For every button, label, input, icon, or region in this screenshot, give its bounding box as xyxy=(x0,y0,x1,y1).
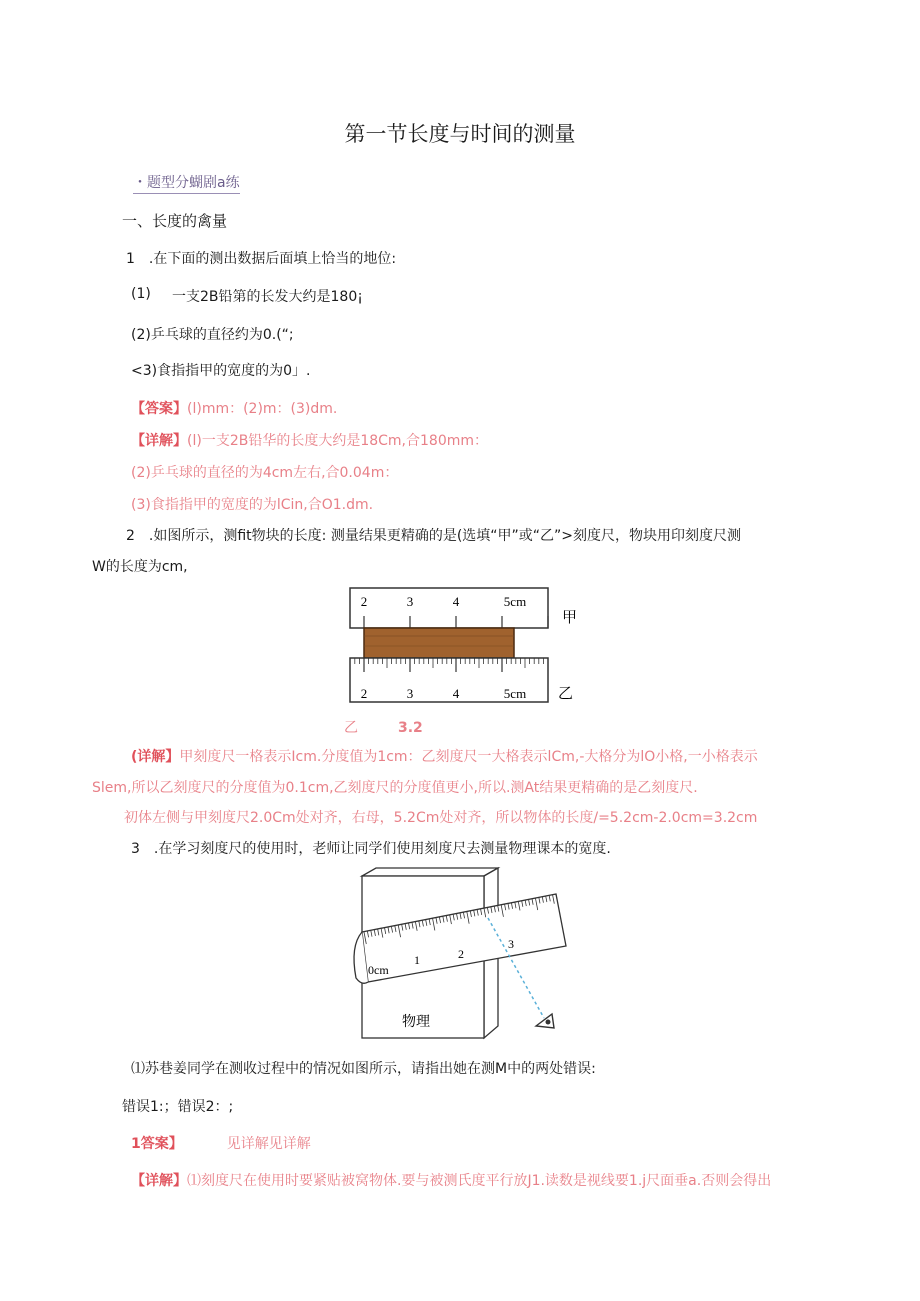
bottom-tick-label: 3 xyxy=(406,686,414,701)
q1-stem: 1 .在下面的测出数据后面填上恰当的地位: xyxy=(126,251,397,267)
q2-detail-2: Slem,所以乙刻度尺的分度值为0.1cm,乙刻度尺的分度值更小,所以.测At结果更精确的是乙刻度尺. xyxy=(92,780,698,796)
bottom-tick-label: 4 xyxy=(452,686,460,701)
q3-detail-tag: 【详解】 xyxy=(131,1173,187,1189)
q1-part1-text: 一支2B铅第的长发大约是180¡ xyxy=(172,289,363,305)
q1-detail-3: (3)食指指甲的宽度的为lCin,合O1.dm. xyxy=(131,497,374,513)
q3-sub1: ⑴苏巷姜同学在测收过程中的情况如图所示，请指出她在测M中的两处错误: xyxy=(131,1061,596,1077)
q1-detail-1: (l)一支2B铅华的长度大约是18Cm,合180mm： xyxy=(187,433,488,449)
ruler-label: 2 xyxy=(458,947,464,961)
q3-sub2: 错误1:；错误2：; xyxy=(122,1099,234,1115)
q2-detail-1: 甲刻度尺一格表示Icm.分度值为1cm：乙刻度尺一大格表示lCm,-大格分为lO小格,一小格表示 xyxy=(179,749,758,765)
section-link[interactable]: ・题型分蝴剧a练 xyxy=(133,172,240,194)
q3-answer-text: 见详解见详解 xyxy=(226,1136,311,1152)
ruler-label: 3 xyxy=(508,937,514,951)
top-ruler-name: 甲 xyxy=(562,608,578,626)
q1-part2: (2)乒乓球的直径约为0.(“; xyxy=(131,327,294,343)
q1-detail-2: (2)乒乓球的直径的为4cm左右,合0.04m： xyxy=(131,465,399,481)
q2-detail-tag: (详解】 xyxy=(131,749,180,765)
q3-stem: 3 .在学习刻度尺的使用时，老师让同学们使用刻度尺去测量物理课本的宽度. xyxy=(131,841,611,857)
q1-part1-number: (1) xyxy=(131,286,151,302)
top-tick-label: 5cm xyxy=(503,594,527,609)
top-tick-label: 2 xyxy=(360,594,368,609)
q1-part3: <3)食指指甲的宽度的为0」. xyxy=(131,363,311,379)
q1-answer-text: (l)mm：(2)m：(3)dm. xyxy=(187,401,338,417)
q3-answer-tag: 1答案】 xyxy=(131,1136,183,1152)
ruler-label: 0cm xyxy=(368,963,389,977)
section-heading: 一、长度的禽量 xyxy=(122,212,228,230)
q2-answer-length: 3.2 xyxy=(398,720,423,736)
page-title: 第一节长度与时间的测量 xyxy=(344,122,576,146)
book-label: 物理 xyxy=(402,1014,430,1030)
q2-stem-line1: 2 .如图所示，测fit物块的长度: 测量结果更精确的是(选填“甲”或“乙”>刻度尺，物块用印刻度尺测 xyxy=(126,528,742,544)
eye-icon xyxy=(536,1014,554,1028)
bottom-ruler-name: 乙 xyxy=(558,684,574,702)
top-tick-label: 4 xyxy=(452,594,460,609)
q1-answer-tag: 【答案】 xyxy=(131,401,187,417)
ruler-figure xyxy=(340,584,590,740)
q2-detail-3: 初体左侧与甲刻度尺2.0Cm处对齐，右母，5.2Cm处对齐，所以物体的长度/=5.2cm-2.0cm=3.2cm xyxy=(124,810,758,826)
top-tick-label: 3 xyxy=(406,594,414,609)
ruler-label: 1 xyxy=(414,953,420,967)
q3-detail-1: ⑴刻度尺在使用时要紧贴被窝物体.要与被测氏度平行放J1.读数是视线要1.j尺面垂a.否则会得出 xyxy=(187,1173,772,1189)
bottom-tick-label: 2 xyxy=(360,686,368,701)
q1-detail-tag: 【详解】 xyxy=(131,433,187,449)
book-ruler-figure xyxy=(348,866,570,1042)
q2-stem-line2: W的长度为cm, xyxy=(92,559,188,575)
wooden-block xyxy=(364,628,514,658)
bottom-tick-label: 5cm xyxy=(503,686,527,701)
q2-answer-ruler: 乙 xyxy=(344,720,358,736)
